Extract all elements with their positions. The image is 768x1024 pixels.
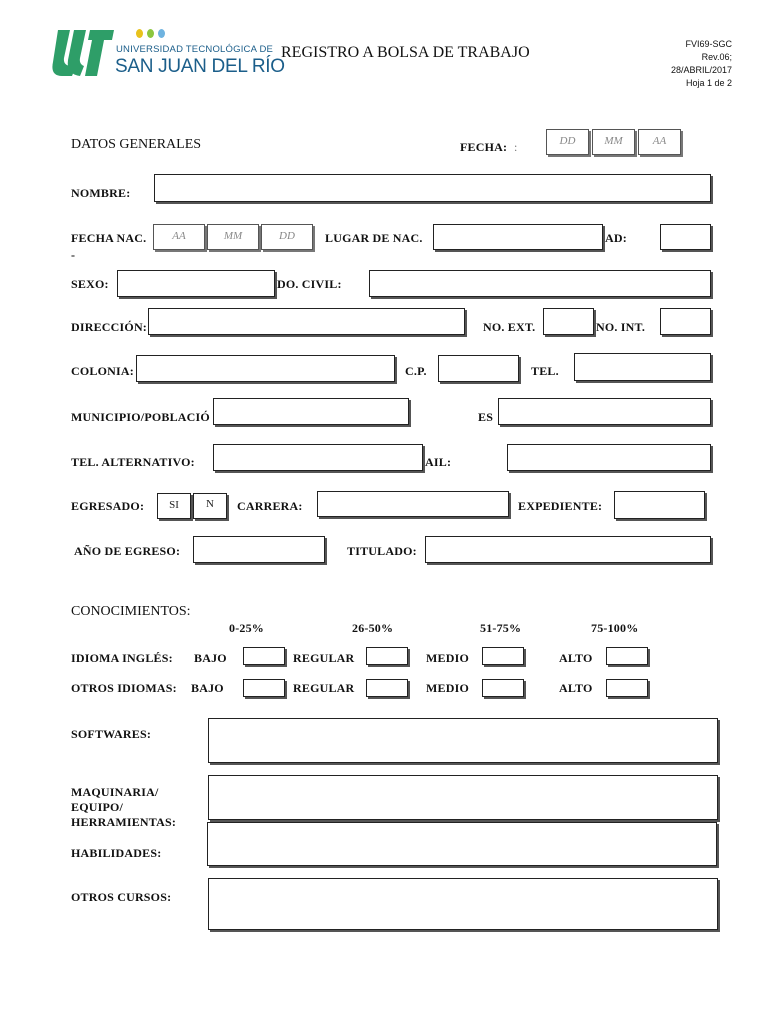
idioma-ingles-label: IDIOMA INGLÉS: [71, 651, 173, 665]
egresado-label: EGRESADO: [71, 499, 145, 513]
carrera-field[interactable] [317, 491, 509, 517]
otros-medio-checkbox[interactable] [482, 679, 524, 697]
egresado-no-option[interactable]: N [193, 493, 227, 519]
otros-bajo-checkbox[interactable] [243, 679, 285, 697]
expediente-field[interactable] [614, 491, 705, 519]
doc-date: 28/ABRIL/2017 [670, 65, 732, 75]
softwares-label: SOFTWARES: [71, 727, 152, 741]
range-26-50: 26-50% [352, 621, 394, 635]
ingles-regular-label: REGULAR [293, 651, 355, 665]
estado-field[interactable] [498, 398, 711, 425]
section-title-knowledge: CONOCIMIENTOS: [71, 604, 191, 619]
fecha-label: FECHA: [460, 140, 508, 154]
egresado-si-option[interactable]: SI [157, 493, 191, 519]
estado-label: ES [478, 410, 494, 424]
fecha-month-field[interactable]: MM [592, 129, 635, 155]
habilidades-label: HABILIDADES: [71, 846, 162, 860]
anio-egreso-label: AÑO DE EGRESO: [74, 544, 181, 558]
ingles-bajo-checkbox[interactable] [243, 647, 285, 665]
logo-text-line1: UNIVERSIDAD TECNOLÓGICA DE [116, 44, 274, 55]
maquinaria-label-3: HERRAMIENTAS: [71, 815, 177, 829]
section-title-general: DATOS GENERALES [71, 137, 202, 152]
cp-label: C.P. [405, 364, 427, 378]
logo-dot-green-icon [147, 29, 154, 38]
no-int-field[interactable] [660, 308, 711, 335]
otros-idiomas-label: OTROS IDIOMAS: [71, 681, 177, 695]
birth-month-field[interactable]: MM [207, 224, 259, 250]
edad-label: AD: [605, 231, 627, 245]
otros-bajo-label: BAJO [191, 681, 224, 695]
ingles-medio-label: MEDIO [426, 651, 469, 665]
document-control [612, 38, 732, 90]
direccion-label: DIRECCIÓN: [71, 320, 148, 334]
maquinaria-field[interactable] [208, 775, 718, 820]
fecha-colon: : [514, 140, 518, 154]
habilidades-field[interactable] [207, 822, 717, 866]
fecha-nac-label: FECHA NAC. [71, 231, 147, 245]
otros-regular-checkbox[interactable] [366, 679, 408, 697]
range-51-75: 51-75% [480, 621, 522, 635]
ingles-medio-checkbox[interactable] [482, 647, 524, 665]
logo-dot-blue-icon [158, 29, 165, 38]
softwares-field[interactable] [208, 718, 718, 763]
doc-page: Hoja 1 de 2 [685, 78, 732, 88]
municipio-label: MUNICIPIO/POBLACIÓ [71, 410, 210, 424]
logo-dot-yellow-icon [136, 29, 143, 38]
tel-field[interactable] [574, 353, 711, 381]
fecha-year-field[interactable]: AA [638, 129, 681, 155]
fecha-day-field[interactable]: DD [546, 129, 589, 155]
direccion-field[interactable] [148, 308, 465, 335]
nombre-field[interactable] [154, 174, 711, 202]
estado-civil-field[interactable] [369, 270, 711, 297]
otros-alto-label: ALTO [559, 681, 593, 695]
cp-field[interactable] [438, 355, 519, 382]
anio-egreso-field[interactable] [193, 536, 325, 563]
birth-year-field[interactable]: AA [153, 224, 205, 250]
email-label: AIL: [425, 455, 452, 469]
otros-cursos-field[interactable] [208, 878, 718, 930]
no-int-label: NO. INT. [596, 320, 646, 334]
otros-alto-checkbox[interactable] [606, 679, 648, 697]
sexo-label: SEXO: [71, 277, 109, 291]
tel-alternativo-field[interactable] [213, 444, 423, 471]
no-ext-label: NO. EXT. [483, 320, 536, 334]
titulado-label: TITULADO: [347, 544, 417, 558]
maquinaria-label-2: EQUIPO/ [71, 800, 124, 814]
municipio-field[interactable] [213, 398, 409, 425]
maquinaria-label-1: MAQUINARIA/ [71, 785, 159, 799]
tel-label: TEL. [531, 364, 559, 378]
sexo-field[interactable] [117, 270, 275, 297]
birth-day-field[interactable]: DD [261, 224, 313, 250]
doc-revision: Rev.06; [701, 52, 732, 62]
tel-alternativo-label: TEL. ALTERNATIVO: [71, 455, 195, 469]
range-75-100: 75-100% [591, 621, 639, 635]
expediente-label: EXPEDIENTE: [518, 499, 603, 513]
edad-field[interactable] [660, 224, 711, 250]
ingles-alto-label: ALTO [559, 651, 593, 665]
doc-code: FVI69-SGC [685, 39, 732, 49]
titulado-field[interactable] [425, 536, 711, 563]
ingles-regular-checkbox[interactable] [366, 647, 408, 665]
range-0-25: 0-25% [229, 621, 264, 635]
form-title: REGISTRO A BOLSA DE TRABAJO [281, 44, 530, 61]
colonia-label: COLONIA: [71, 364, 134, 378]
logo-mark-icon [52, 28, 114, 78]
lugar-nac-label: LUGAR DE NAC. [325, 231, 423, 245]
ingles-bajo-label: BAJO [194, 651, 227, 665]
carrera-label: CARRERA: [237, 499, 303, 513]
no-ext-field[interactable] [543, 308, 594, 335]
otros-regular-label: REGULAR [293, 681, 355, 695]
estado-civil-label: DO. CIVIL: [277, 277, 342, 291]
logo-text-line2: SAN JUAN DEL RÍO [115, 56, 285, 77]
ingles-alto-checkbox[interactable] [606, 647, 648, 665]
fecha-nac-dash: - [71, 248, 76, 262]
colonia-field[interactable] [136, 355, 395, 382]
otros-medio-label: MEDIO [426, 681, 469, 695]
university-logo [52, 28, 285, 80]
nombre-label: NOMBRE: [71, 186, 131, 200]
lugar-nac-field[interactable] [433, 224, 603, 250]
otros-cursos-label: OTROS CURSOS: [71, 890, 172, 904]
email-field[interactable] [507, 444, 711, 471]
